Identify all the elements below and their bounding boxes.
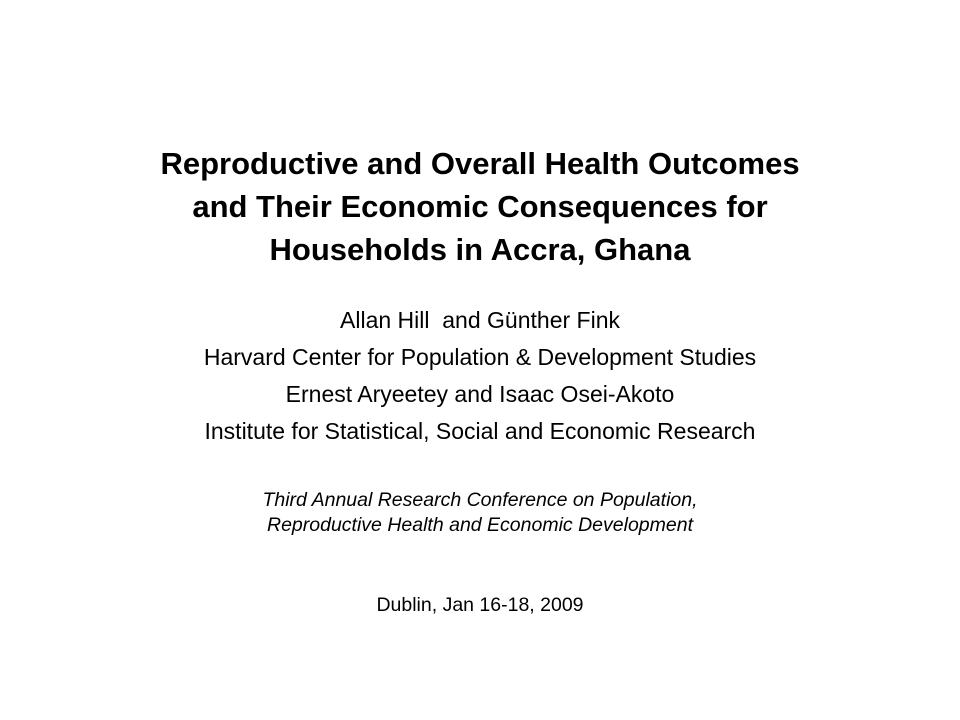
title-line-3: Households in Accra, Ghana [269,232,691,267]
author-names-isser: Ernest Aryeetey and Isaac Osei-Akoto [285,381,675,407]
title-line-1: Reproductive and Overall Health Outcomes [160,146,800,181]
authors-block [40,302,920,450]
affiliation-harvard: Harvard Center for Population & Development Studies [203,344,757,370]
location-date: Dublin, Jan 16-18, 2009 [376,594,584,616]
title-line-2: and Their Economic Consequences for [192,189,768,224]
slide-title [40,142,920,271]
conference-line-1: Third Annual Research Conference on Population, [262,489,698,511]
affiliation-isser: Institute for Statistical, Social and Economic Research [204,418,756,444]
conference-line-2: Reproductive Health and Economic Development [267,514,693,536]
author-names-harvard: Allan Hill and Günther Fink [340,307,620,333]
conference-name [40,488,920,538]
